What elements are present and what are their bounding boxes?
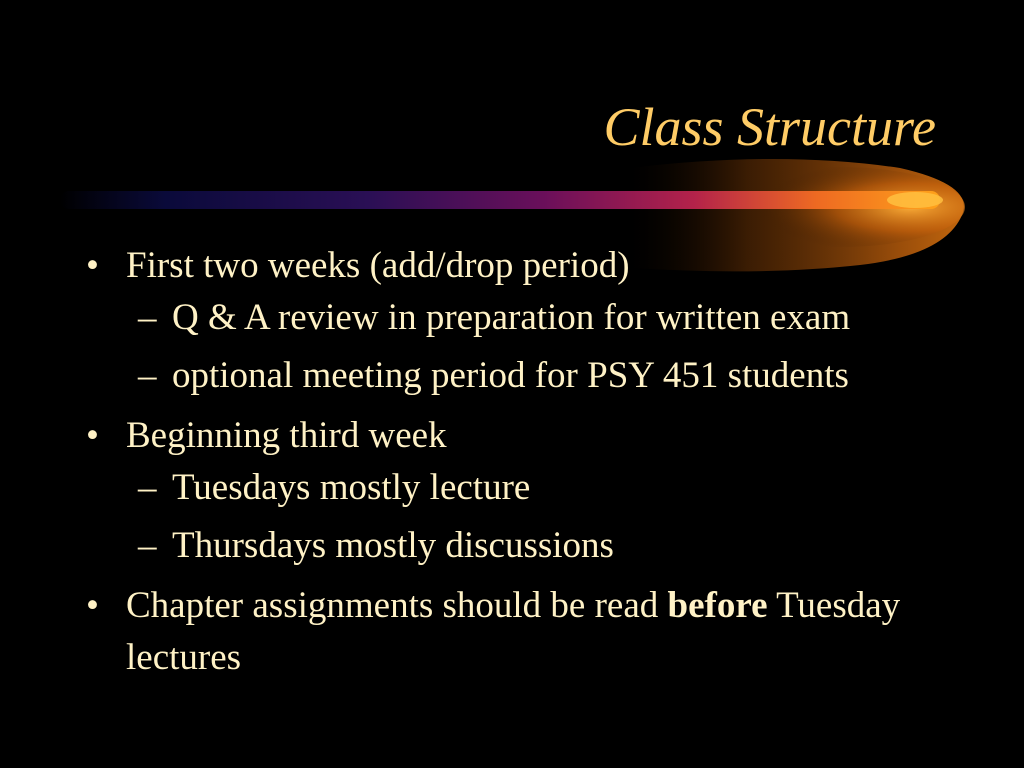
sub-bullet-list xyxy=(126,462,966,572)
bullet-text-emphasis: before xyxy=(667,585,768,626)
slide-title: Class Structure xyxy=(603,97,936,157)
bullet-marker: • xyxy=(86,245,99,286)
sub-bullet-marker: – xyxy=(138,355,157,396)
sub-bullet-item xyxy=(126,462,966,514)
sub-bullet-list xyxy=(126,292,966,402)
sub-bullet-text: Thursdays mostly discussions xyxy=(172,525,614,566)
bullet-text-part: Tuesday lectures xyxy=(126,585,901,678)
bullet-item xyxy=(86,240,966,402)
sub-bullet-marker: – xyxy=(138,467,157,508)
sub-bullet-text: Q & A review in preparation for written exam xyxy=(172,297,851,338)
sub-bullet-text: Tuesdays mostly lecture xyxy=(172,467,531,508)
sub-bullet-marker: – xyxy=(138,525,157,566)
bullet-text-part: Chapter assignments should be read xyxy=(126,585,668,626)
sub-bullet-item xyxy=(126,292,966,344)
bullet-text xyxy=(126,580,966,684)
sub-bullet-item xyxy=(126,520,966,572)
bullet-text: First two weeks (add/drop period) xyxy=(126,245,630,286)
sub-bullet-text: optional meeting period for PSY 451 students xyxy=(172,355,849,396)
bullet-item xyxy=(86,410,966,572)
bullet-item xyxy=(86,580,966,684)
bullet-marker: • xyxy=(86,585,99,626)
sub-bullet-item xyxy=(126,350,966,402)
sub-bullet-marker: – xyxy=(138,297,157,338)
bullet-list xyxy=(86,240,966,692)
swoosh-bar xyxy=(60,191,940,209)
bullet-marker: • xyxy=(86,415,99,456)
bullet-text: Beginning third week xyxy=(126,415,447,456)
swoosh-highlight xyxy=(887,192,943,208)
